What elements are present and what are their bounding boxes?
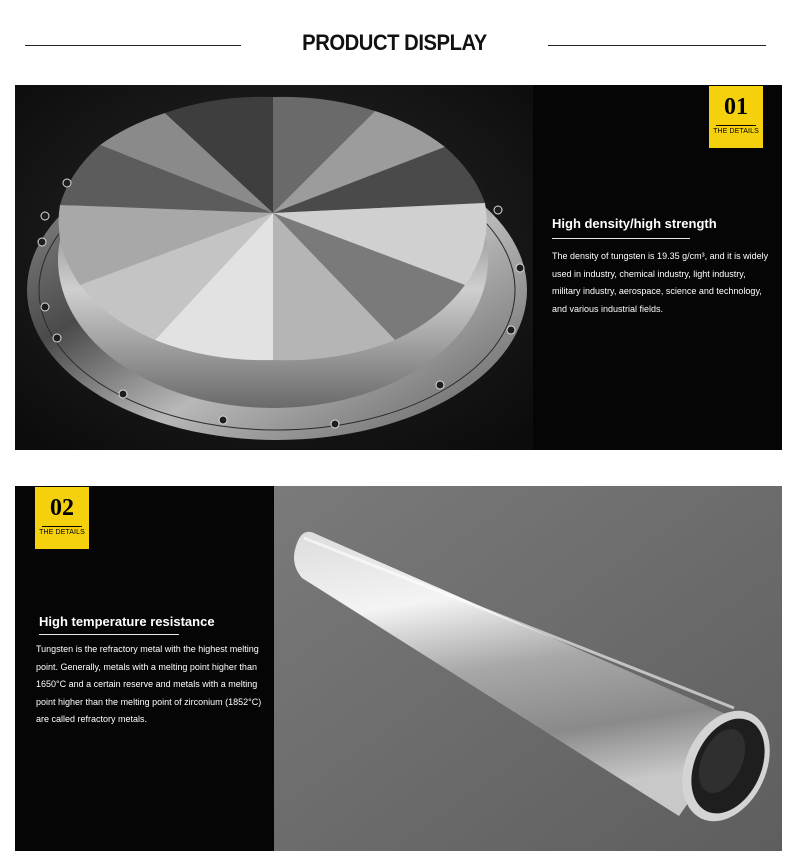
- badge-label: THE DETAILS: [39, 529, 85, 536]
- feature-text-box-1: [533, 85, 782, 450]
- detail-badge-1: [709, 86, 763, 148]
- feature-text-box-2: [15, 486, 274, 851]
- badge-number: 01: [724, 94, 748, 120]
- tungsten-tube-illustration: [274, 486, 782, 851]
- badge-label: THE DETAILS: [713, 128, 759, 135]
- tungsten-plate-illustration: [15, 85, 533, 450]
- feature-title-1: High density/high strength: [552, 216, 717, 231]
- detail-badge-2: [35, 487, 89, 549]
- tungsten-tube-image: [274, 486, 782, 851]
- title-underline-1: [552, 238, 690, 239]
- feature-description-2: Tungsten is the refractory metal with the highest melting point. Generally, metals with a melting point higher than 1650°C and a certain reserve and metals with a melting point higher than the melting point of zirconium (1852°C) are called refractory metals.: [36, 644, 262, 725]
- page-title: PRODUCT DISPLAY: [302, 30, 487, 55]
- title-underline-2: [39, 634, 179, 635]
- tungsten-plate-image: [15, 85, 533, 450]
- feature-title-2: High temperature resistance: [39, 614, 215, 629]
- badge-number: 02: [50, 495, 74, 521]
- header-divider-right: [548, 45, 766, 46]
- badge-divider: [42, 526, 82, 527]
- header-divider-left: [25, 45, 241, 46]
- badge-divider: [716, 125, 756, 126]
- feature-panel-1: [15, 85, 782, 450]
- feature-description-1: The density of tungsten is 19.35 g/cm³, and it is widely used in industry, chemical industry, light industry, military industry, aerospace, science and technology, and various industrial fields.: [552, 251, 769, 314]
- feature-panel-2: [15, 486, 782, 851]
